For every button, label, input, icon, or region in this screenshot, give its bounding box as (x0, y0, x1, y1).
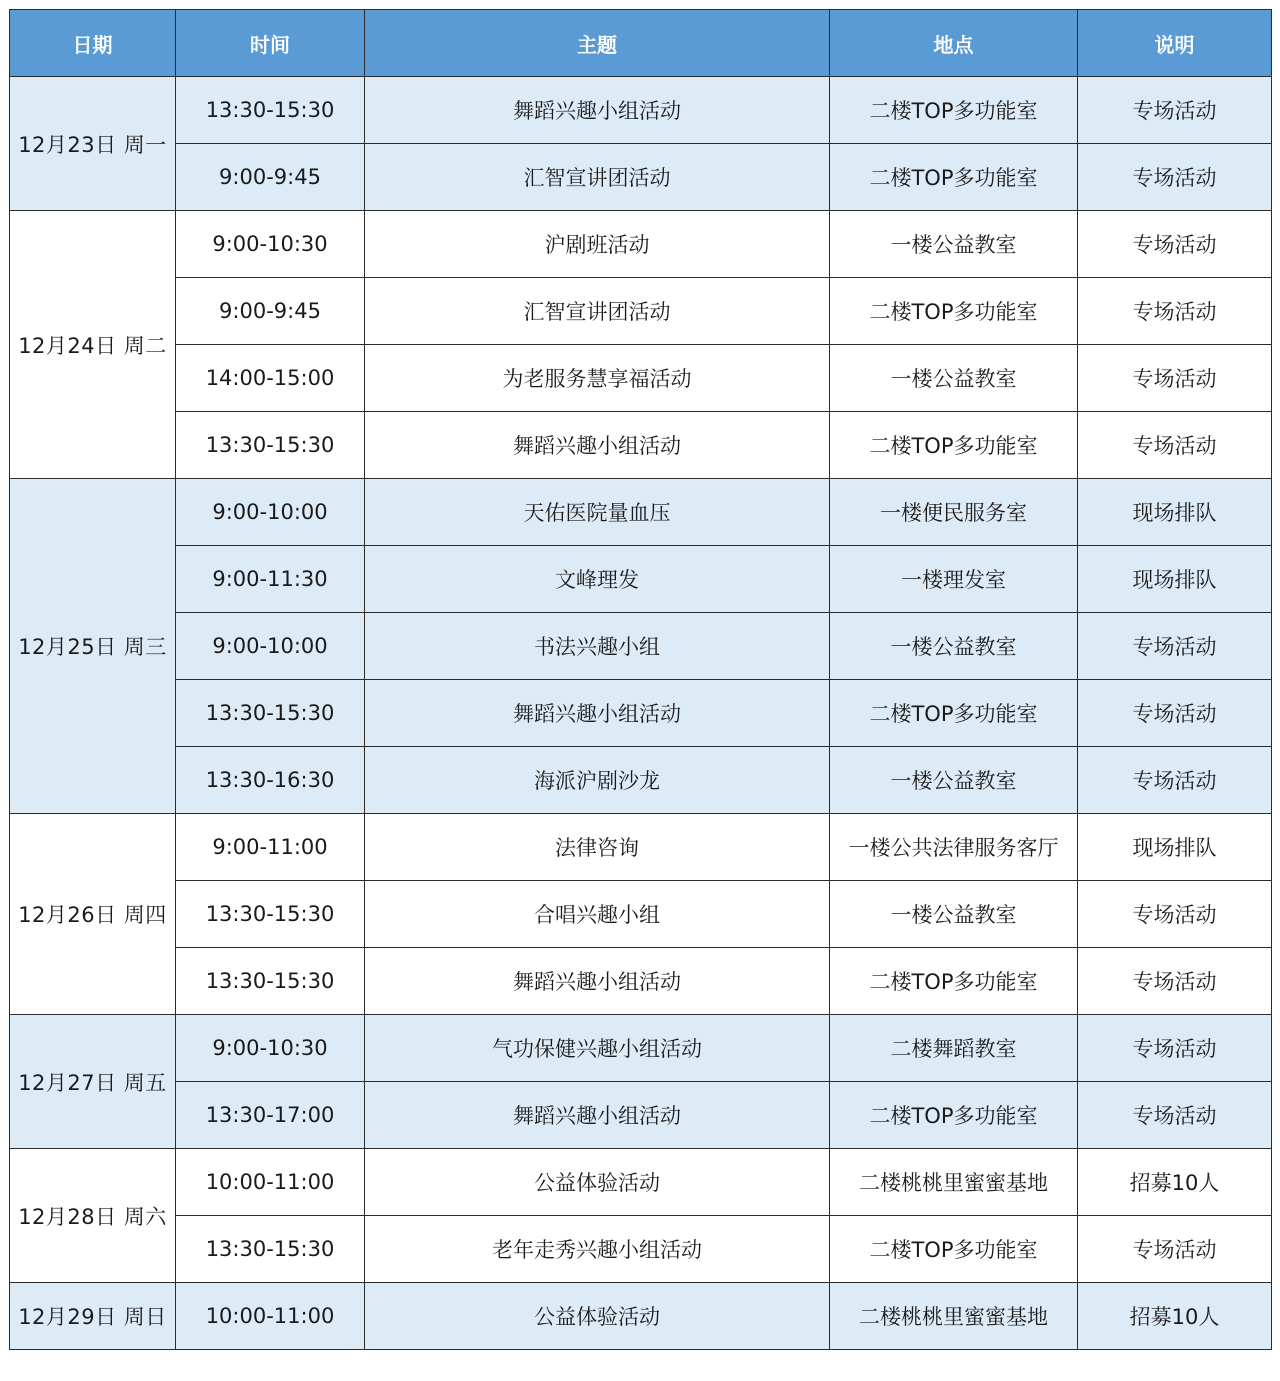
place-cell: 二楼TOP多功能室 (830, 77, 1078, 144)
topic-cell: 公益体验活动 (365, 1149, 830, 1216)
topic-cell: 海派沪剧沙龙 (365, 747, 830, 814)
topic-cell: 公益体验活动 (365, 1283, 830, 1350)
place-cell: 一楼公益教室 (830, 613, 1078, 680)
time-cell: 9:00-10:30 (176, 211, 365, 278)
note-cell: 专场活动 (1078, 1015, 1272, 1082)
time-cell: 13:30-16:30 (176, 747, 365, 814)
date-cell: 12月23日 周一 (10, 77, 176, 211)
table-header (10, 10, 1272, 77)
time-cell: 14:00-15:00 (176, 345, 365, 412)
date-group (10, 77, 1272, 211)
date-group (10, 1015, 1272, 1149)
note-cell: 专场活动 (1078, 412, 1272, 479)
time-cell: 13:30-15:30 (176, 77, 365, 144)
topic-cell: 老年走秀兴趣小组活动 (365, 1216, 830, 1283)
table-row (10, 1283, 1272, 1350)
time-cell: 9:00-10:00 (176, 479, 365, 546)
table-row (10, 77, 1272, 144)
topic-cell: 舞蹈兴趣小组活动 (365, 77, 830, 144)
topic-cell: 舞蹈兴趣小组活动 (365, 948, 830, 1015)
topic-cell: 合唱兴趣小组 (365, 881, 830, 948)
note-cell: 专场活动 (1078, 278, 1272, 345)
place-cell: 二楼舞蹈教室 (830, 1015, 1078, 1082)
date-group (10, 211, 1272, 479)
note-cell: 专场活动 (1078, 747, 1272, 814)
place-cell: 二楼TOP多功能室 (830, 948, 1078, 1015)
table-row (10, 345, 1272, 412)
time-cell: 13:30-15:30 (176, 881, 365, 948)
date-cell: 12月29日 周日 (10, 1283, 176, 1350)
place-cell: 一楼公益教室 (830, 881, 1078, 948)
time-cell: 13:30-15:30 (176, 680, 365, 747)
place-cell: 一楼公共法律服务客厅 (830, 814, 1078, 881)
place-cell: 一楼公益教室 (830, 747, 1078, 814)
time-cell: 10:00-11:00 (176, 1283, 365, 1350)
time-cell: 10:00-11:00 (176, 1149, 365, 1216)
place-cell: 一楼公益教室 (830, 211, 1078, 278)
time-cell: 13:30-17:00 (176, 1082, 365, 1149)
note-cell: 现场排队 (1078, 546, 1272, 613)
note-cell: 专场活动 (1078, 1216, 1272, 1283)
header-note: 说明 (1078, 10, 1272, 77)
topic-cell: 汇智宣讲团活动 (365, 278, 830, 345)
table-row (10, 747, 1272, 814)
header-time: 时间 (176, 10, 365, 77)
activity-schedule-table (9, 9, 1272, 1350)
note-cell: 专场活动 (1078, 881, 1272, 948)
date-cell: 12月27日 周五 (10, 1015, 176, 1149)
note-cell: 专场活动 (1078, 948, 1272, 1015)
table-row (10, 479, 1272, 546)
note-cell: 现场排队 (1078, 479, 1272, 546)
topic-cell: 沪剧班活动 (365, 211, 830, 278)
time-cell: 9:00-10:00 (176, 613, 365, 680)
topic-cell: 为老服务慧享福活动 (365, 345, 830, 412)
table-row (10, 144, 1272, 211)
topic-cell: 法律咨询 (365, 814, 830, 881)
note-cell: 专场活动 (1078, 77, 1272, 144)
table-row (10, 613, 1272, 680)
topic-cell: 舞蹈兴趣小组活动 (365, 1082, 830, 1149)
header-place: 地点 (830, 10, 1078, 77)
topic-cell: 天佑医院量血压 (365, 479, 830, 546)
topic-cell: 舞蹈兴趣小组活动 (365, 412, 830, 479)
header-date: 日期 (10, 10, 176, 77)
schedule-container (9, 9, 1271, 1350)
note-cell: 现场排队 (1078, 814, 1272, 881)
date-group (10, 479, 1272, 814)
table-row (10, 881, 1272, 948)
time-cell: 9:00-11:00 (176, 814, 365, 881)
place-cell: 二楼TOP多功能室 (830, 1082, 1078, 1149)
place-cell: 二楼桃桃里蜜蜜基地 (830, 1149, 1078, 1216)
time-cell: 13:30-15:30 (176, 1216, 365, 1283)
place-cell: 二楼桃桃里蜜蜜基地 (830, 1283, 1078, 1350)
table-row (10, 948, 1272, 1015)
note-cell: 专场活动 (1078, 144, 1272, 211)
note-cell: 招募10人 (1078, 1283, 1272, 1350)
topic-cell: 舞蹈兴趣小组活动 (365, 680, 830, 747)
topic-cell: 书法兴趣小组 (365, 613, 830, 680)
topic-cell: 文峰理发 (365, 546, 830, 613)
table-row (10, 1149, 1272, 1216)
time-cell: 13:30-15:30 (176, 948, 365, 1015)
date-group (10, 1149, 1272, 1283)
table-row (10, 546, 1272, 613)
place-cell: 二楼TOP多功能室 (830, 412, 1078, 479)
note-cell: 专场活动 (1078, 613, 1272, 680)
table-row (10, 412, 1272, 479)
note-cell: 专场活动 (1078, 1082, 1272, 1149)
date-group (10, 1283, 1272, 1350)
table-row (10, 1015, 1272, 1082)
time-cell: 13:30-15:30 (176, 412, 365, 479)
table-row (10, 814, 1272, 881)
header-topic: 主题 (365, 10, 830, 77)
place-cell: 一楼理发室 (830, 546, 1078, 613)
table-row (10, 1082, 1272, 1149)
place-cell: 二楼TOP多功能室 (830, 680, 1078, 747)
time-cell: 9:00-10:30 (176, 1015, 365, 1082)
place-cell: 二楼TOP多功能室 (830, 278, 1078, 345)
note-cell: 专场活动 (1078, 345, 1272, 412)
time-cell: 9:00-9:45 (176, 144, 365, 211)
table-row (10, 211, 1272, 278)
place-cell: 一楼便民服务室 (830, 479, 1078, 546)
date-cell: 12月26日 周四 (10, 814, 176, 1015)
table-row (10, 1216, 1272, 1283)
table-row (10, 680, 1272, 747)
date-cell: 12月24日 周二 (10, 211, 176, 479)
topic-cell: 气功保健兴趣小组活动 (365, 1015, 830, 1082)
place-cell: 一楼公益教室 (830, 345, 1078, 412)
date-group (10, 814, 1272, 1015)
date-cell: 12月28日 周六 (10, 1149, 176, 1283)
note-cell: 专场活动 (1078, 211, 1272, 278)
topic-cell: 汇智宣讲团活动 (365, 144, 830, 211)
time-cell: 9:00-9:45 (176, 278, 365, 345)
place-cell: 二楼TOP多功能室 (830, 1216, 1078, 1283)
table-row (10, 278, 1272, 345)
note-cell: 招募10人 (1078, 1149, 1272, 1216)
place-cell: 二楼TOP多功能室 (830, 144, 1078, 211)
date-cell: 12月25日 周三 (10, 479, 176, 814)
time-cell: 9:00-11:30 (176, 546, 365, 613)
note-cell: 专场活动 (1078, 680, 1272, 747)
header-row (10, 10, 1272, 77)
